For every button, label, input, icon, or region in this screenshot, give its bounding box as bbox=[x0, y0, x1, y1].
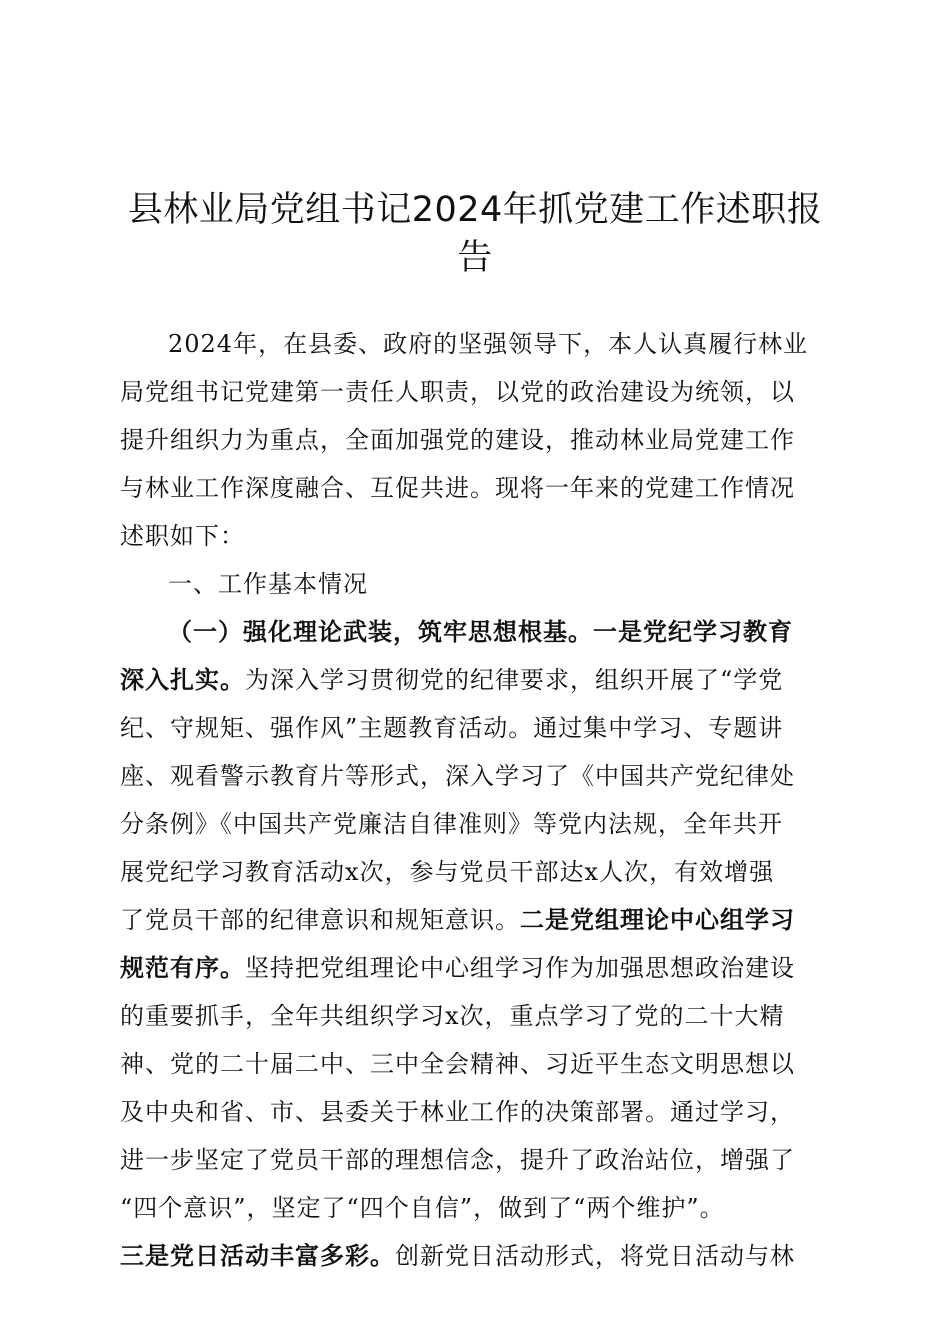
para1-line-14 bbox=[120, 1232, 832, 1280]
para1-line-6: 展党纪学习教育活动x次，参与党员干部达x人次，有效增强 bbox=[120, 858, 775, 886]
para1-line-2-text: 为深入学习贯彻党的纪律要求，组织开展了“学党 bbox=[245, 666, 784, 694]
para1-line-8-bold: 规范有序。 bbox=[120, 953, 245, 982]
para1-line-12: 进一步坚定了党员干部的理想信念，提升了政治站位，增强了 bbox=[120, 1146, 795, 1174]
para1-line-2 bbox=[120, 656, 832, 704]
para1-line-7 bbox=[120, 896, 832, 944]
intro-line-1: 2024年，在县委、政府的坚强领导下，本人认真履行林业 bbox=[168, 330, 809, 358]
intro-line-2: 局党组书记党建第一责任人职责，以党的政治建设为统领，以 bbox=[120, 378, 795, 406]
para1-line-4: 座、观看警示教育片等形式，深入学习了《中国共产党纪律处 bbox=[120, 762, 795, 790]
section-heading-1: 一、工作基本情况 bbox=[168, 570, 368, 598]
intro-line-3: 提升组织力为重点，全面加强党的建设，推动林业局党建工作 bbox=[120, 426, 795, 454]
para1-line-1: （一）强化理论武装，筑牢思想根基。一是党纪学习教育 bbox=[168, 617, 793, 646]
para1-line-11: 及中央和省、市、县委关于林业工作的决策部署。通过学习， bbox=[120, 1098, 795, 1126]
para1-line-7-bold: 二是党组理论中心组学习 bbox=[520, 905, 795, 934]
para1-line-10: 神、党的二十届二中、三中全会精神、习近平生态文明思想以 bbox=[120, 1050, 795, 1078]
para1-line-3: 纪、守规矩、强作风”主题教育活动。通过集中学习、专题讲 bbox=[120, 714, 784, 742]
title-line-2: 告 bbox=[457, 238, 493, 278]
para1-line-7-text: 了党员干部的纪律意识和规矩意识。 bbox=[120, 906, 520, 934]
para1-line-2-bold: 深入扎实。 bbox=[120, 665, 245, 694]
intro-line-5: 述职如下： bbox=[120, 522, 245, 550]
para1-line-14-bold: 三是党日活动丰富多彩。 bbox=[120, 1241, 395, 1270]
intro-line-4: 与林业工作深度融合、互促共进。现将一年来的党建工作情况 bbox=[120, 474, 795, 502]
document-body bbox=[120, 320, 832, 1280]
para1-line-9: 的重要抓手，全年共组织学习x次，重点学习了党的二十大精 bbox=[120, 1002, 785, 1030]
para1-line-13: “四个意识”，坚定了“四个自信”，做到了“两个维护”。 bbox=[120, 1194, 725, 1222]
para1-line-14-text: 创新党日活动形式，将党日活动与林 bbox=[395, 1242, 795, 1270]
para1-line-8 bbox=[120, 944, 832, 992]
title-line-1: 县林业局党组书记2024年抓党建工作述职报 bbox=[127, 190, 823, 230]
para1-line-5: 分条例》《中国共产党廉洁自律准则》等党内法规，全年共开 bbox=[120, 810, 783, 838]
para1-line-8-text: 坚持把党组理论中心组学习作为加强思想政治建设 bbox=[245, 954, 795, 982]
document-title bbox=[120, 186, 830, 282]
